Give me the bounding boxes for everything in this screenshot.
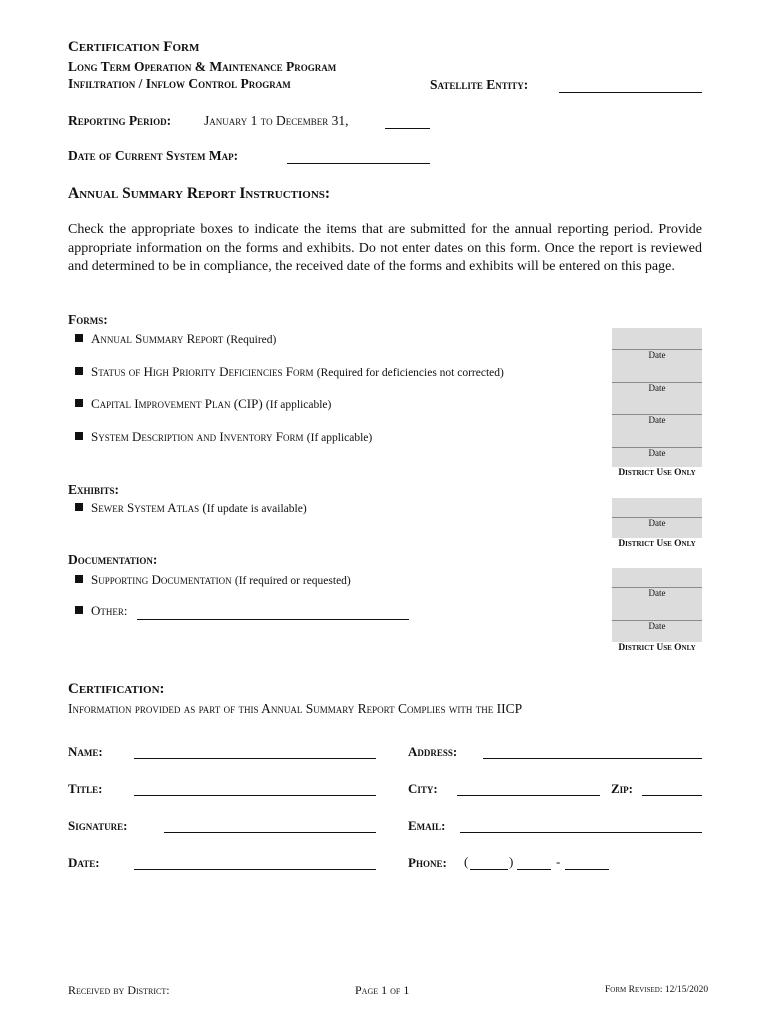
title-field[interactable] [134, 795, 376, 796]
address-field[interactable] [483, 758, 702, 759]
form-item-system-description[interactable] [75, 429, 372, 445]
item-label: Status of High Priority Deficiencies Form [91, 364, 314, 379]
date-label: Date [648, 350, 666, 360]
item-note: (Required) [226, 334, 277, 346]
email-label: Email: [408, 818, 446, 833]
item-label: Annual Summary Report [91, 331, 224, 346]
checkbox-square-icon [75, 367, 83, 375]
system-map-label: Date of Current System Map: [68, 148, 239, 163]
date-field[interactable] [134, 869, 376, 870]
checkbox-square-icon [75, 432, 83, 440]
reporting-period-label: Reporting Period: [68, 113, 172, 128]
forms-heading: Forms: [68, 312, 108, 327]
other-documentation-field[interactable] [137, 619, 409, 620]
district-use-only-label: District Use Only [618, 468, 696, 478]
checkbox-square-icon [75, 503, 83, 511]
exhibit-item-sewer-atlas[interactable] [75, 500, 307, 516]
date-label: Date [648, 383, 666, 393]
zip-field[interactable] [642, 795, 702, 796]
page-number: Page 1 of 1 [355, 983, 410, 997]
name-field[interactable] [134, 758, 376, 759]
phone-dash: - [556, 854, 561, 869]
date-label: Date [648, 415, 666, 425]
certification-statement: Information provided as part of this Annual Summary Report Complies with the IICP [68, 701, 523, 716]
item-label: Sewer System Atlas ( [91, 500, 207, 515]
signature-field[interactable] [164, 832, 376, 833]
address-label: Address: [408, 744, 458, 759]
item-note: (Required for deficiencies not corrected) [316, 367, 504, 379]
checkbox-square-icon [75, 575, 83, 583]
email-field[interactable] [460, 832, 702, 833]
phone-close-paren: ) [509, 854, 514, 869]
district-use-only-label: District Use Only [618, 539, 696, 549]
district-use-only-label: District Use Only [618, 643, 696, 653]
exhibits-district-box [612, 498, 702, 538]
documentation-item-other[interactable] [75, 603, 128, 619]
documentation-heading: Documentation: [68, 552, 158, 567]
program-subtitle: Long Term Operation & Maintenance Program [68, 59, 337, 74]
exhibits-heading: Exhibits: [68, 482, 120, 497]
item-note: If update is available) [206, 503, 307, 515]
documentation-item-supporting[interactable] [75, 572, 351, 588]
program-subtitle-2: Infiltration / Inflow Control Program [68, 76, 291, 91]
form-item-high-priority[interactable] [75, 364, 504, 380]
date-label: Date [648, 518, 666, 528]
checkbox-square-icon [75, 399, 83, 407]
zip-label: Zip: [611, 781, 633, 796]
form-revised-date: Form Revised: 12/15/2020 [605, 985, 709, 995]
item-label: System Description and Inventory Form [91, 429, 304, 444]
form-item-annual-summary[interactable] [75, 331, 276, 347]
satellite-entity-label: Satellite Entity: [430, 77, 529, 92]
phone-line-field[interactable] [565, 869, 609, 870]
item-note: (If applicable) [306, 432, 373, 444]
phone-open-paren: ( [464, 854, 469, 869]
system-map-date-field[interactable] [287, 163, 430, 164]
phone-area-code-field[interactable] [470, 869, 508, 870]
date-label: Date [648, 448, 666, 458]
signature-label: Signature: [68, 818, 128, 833]
date-label: Date [648, 588, 666, 598]
date-label: Date: [68, 855, 100, 870]
item-note: (If required or requested) [234, 575, 351, 587]
item-label: Other: [91, 603, 128, 618]
satellite-entity-field[interactable] [559, 92, 702, 93]
city-field[interactable] [457, 795, 600, 796]
instructions-body: Check the appropriate boxes to indicate the items that are submitted for the annual reporting period. Provide appropriate information on the forms and exhibits. Do not enter dates on this form. Once the report is reviewed and determined to be in compliance, the received date of the forms and exhibits will be entered on this page. [68, 222, 702, 274]
phone-prefix-field[interactable] [517, 869, 551, 870]
city-label: City: [408, 781, 438, 796]
item-label: Capital Improvement Plan (CIP) [91, 396, 263, 411]
forms-district-box [612, 328, 702, 467]
reporting-period-value: January 1 to December 31, [204, 113, 349, 128]
received-by-district: Received by District: [68, 983, 170, 997]
phone-label: Phone: [408, 855, 447, 870]
date-label: Date [648, 621, 666, 631]
item-note: (If applicable) [265, 399, 332, 411]
instructions-heading: Annual Summary Report Instructions: [68, 185, 331, 202]
name-label: Name: [68, 744, 103, 759]
item-label: Supporting Documentation [91, 572, 232, 587]
certification-heading: Certification: [68, 681, 165, 697]
form-title: Certification Form [68, 39, 200, 55]
reporting-year-field[interactable] [385, 128, 430, 129]
documentation-district-box [612, 568, 702, 642]
title-label: Title: [68, 781, 103, 796]
checkbox-square-icon [75, 334, 83, 342]
form-item-cip[interactable] [75, 396, 331, 412]
checkbox-square-icon [75, 606, 83, 614]
